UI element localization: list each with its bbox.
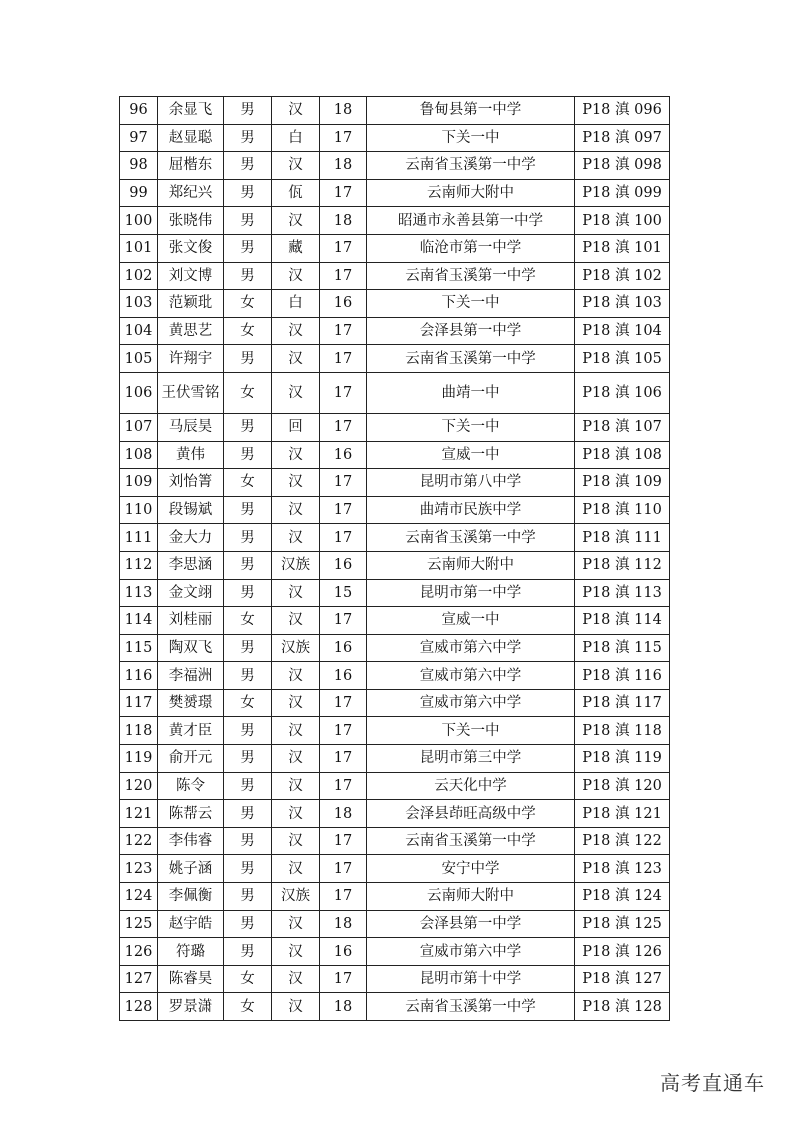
cell-number: 111 (120, 524, 158, 552)
cell-age: 17 (320, 496, 367, 524)
cell-ethnicity: 汉 (272, 745, 320, 773)
table-row (120, 938, 670, 966)
cell-school: 云天化中学 (367, 772, 575, 800)
cell-age: 17 (320, 345, 367, 373)
cell-age: 18 (320, 152, 367, 180)
table-row (120, 800, 670, 828)
table-row (120, 152, 670, 180)
cell-gender: 女 (224, 965, 272, 993)
cell-ethnicity: 汉 (272, 800, 320, 828)
cell-gender: 女 (224, 689, 272, 717)
cell-age: 17 (320, 524, 367, 552)
cell-number: 114 (120, 607, 158, 635)
cell-gender: 男 (224, 662, 272, 690)
cell-number: 116 (120, 662, 158, 690)
cell-school: 昆明市第一中学 (367, 579, 575, 607)
cell-id: P18 滇 110 (575, 496, 670, 524)
cell-name: 刘怡箐 (158, 469, 224, 497)
cell-name: 段锡斌 (158, 496, 224, 524)
table-row (120, 717, 670, 745)
cell-number: 99 (120, 179, 158, 207)
cell-school: 云南省玉溪第一中学 (367, 993, 575, 1021)
cell-age: 16 (320, 290, 367, 318)
cell-name: 许翔宇 (158, 345, 224, 373)
table-row (120, 634, 670, 662)
cell-id: P18 滇 119 (575, 745, 670, 773)
cell-name: 郑纪兴 (158, 179, 224, 207)
table-row (120, 579, 670, 607)
cell-age: 18 (320, 993, 367, 1021)
cell-age: 17 (320, 317, 367, 345)
cell-age: 17 (320, 965, 367, 993)
cell-ethnicity: 白 (272, 290, 320, 318)
cell-name: 王伏雪铭 (158, 372, 224, 413)
cell-id: P18 滇 118 (575, 717, 670, 745)
cell-number: 98 (120, 152, 158, 180)
cell-gender: 男 (224, 413, 272, 441)
cell-age: 17 (320, 413, 367, 441)
cell-number: 127 (120, 965, 158, 993)
cell-age: 16 (320, 551, 367, 579)
cell-ethnicity: 汉 (272, 938, 320, 966)
table-row (120, 413, 670, 441)
cell-number: 109 (120, 469, 158, 497)
cell-name: 马辰昊 (158, 413, 224, 441)
cell-id: P18 滇 108 (575, 441, 670, 469)
cell-school: 云南师大附中 (367, 179, 575, 207)
cell-id: P18 滇 114 (575, 607, 670, 635)
cell-number: 117 (120, 689, 158, 717)
cell-gender: 男 (224, 345, 272, 373)
cell-name: 李伟睿 (158, 827, 224, 855)
cell-school: 宣威市第六中学 (367, 938, 575, 966)
cell-name: 陈帮云 (158, 800, 224, 828)
cell-age: 17 (320, 262, 367, 290)
cell-id: P18 滇 100 (575, 207, 670, 235)
cell-age: 17 (320, 124, 367, 152)
cell-school: 云南省玉溪第一中学 (367, 152, 575, 180)
cell-age: 15 (320, 579, 367, 607)
cell-ethnicity: 汉 (272, 317, 320, 345)
cell-gender: 男 (224, 207, 272, 235)
cell-id: P18 滇 107 (575, 413, 670, 441)
cell-name: 黄伟 (158, 441, 224, 469)
cell-id: P18 滇 101 (575, 234, 670, 262)
cell-ethnicity: 汉 (272, 152, 320, 180)
cell-age: 17 (320, 717, 367, 745)
cell-name: 陈睿昊 (158, 965, 224, 993)
cell-number: 103 (120, 290, 158, 318)
cell-school: 下关一中 (367, 413, 575, 441)
cell-age: 17 (320, 372, 367, 413)
cell-school: 云南省玉溪第一中学 (367, 827, 575, 855)
cell-number: 106 (120, 372, 158, 413)
cell-name: 金文翊 (158, 579, 224, 607)
table-row (120, 910, 670, 938)
cell-number: 115 (120, 634, 158, 662)
cell-age: 17 (320, 883, 367, 911)
table-row (120, 689, 670, 717)
cell-gender: 男 (224, 910, 272, 938)
cell-age: 16 (320, 634, 367, 662)
cell-id: P18 滇 127 (575, 965, 670, 993)
table-row (120, 662, 670, 690)
cell-gender: 男 (224, 551, 272, 579)
table-row (120, 441, 670, 469)
cell-ethnicity: 佤 (272, 179, 320, 207)
cell-ethnicity: 汉 (272, 717, 320, 745)
cell-number: 112 (120, 551, 158, 579)
cell-name: 符璐 (158, 938, 224, 966)
cell-name: 赵显聪 (158, 124, 224, 152)
cell-age: 17 (320, 234, 367, 262)
cell-gender: 男 (224, 579, 272, 607)
cell-ethnicity: 汉 (272, 827, 320, 855)
cell-id: P18 滇 120 (575, 772, 670, 800)
cell-name: 李佩衡 (158, 883, 224, 911)
cell-age: 16 (320, 938, 367, 966)
cell-ethnicity: 汉 (272, 579, 320, 607)
cell-gender: 女 (224, 290, 272, 318)
cell-number: 120 (120, 772, 158, 800)
cell-name: 罗景潇 (158, 993, 224, 1021)
cell-name: 刘桂丽 (158, 607, 224, 635)
cell-id: P18 滇 122 (575, 827, 670, 855)
cell-id: P18 滇 103 (575, 290, 670, 318)
cell-ethnicity: 汉 (272, 993, 320, 1021)
cell-name: 李福洲 (158, 662, 224, 690)
cell-name: 李思涵 (158, 551, 224, 579)
cell-gender: 男 (224, 772, 272, 800)
cell-ethnicity: 汉 (272, 855, 320, 883)
cell-gender: 男 (224, 883, 272, 911)
cell-gender: 男 (224, 938, 272, 966)
cell-school: 曲靖一中 (367, 372, 575, 413)
cell-id: P18 滇 102 (575, 262, 670, 290)
cell-gender: 男 (224, 97, 272, 125)
table-row (120, 745, 670, 773)
student-roster-table (119, 96, 670, 1021)
table-row (120, 524, 670, 552)
cell-id: P18 滇 124 (575, 883, 670, 911)
cell-school: 昆明市第十中学 (367, 965, 575, 993)
cell-id: P18 滇 099 (575, 179, 670, 207)
cell-ethnicity: 汉 (272, 345, 320, 373)
cell-id: P18 滇 117 (575, 689, 670, 717)
table-row (120, 855, 670, 883)
cell-school: 宣威一中 (367, 607, 575, 635)
cell-ethnicity: 汉 (272, 689, 320, 717)
cell-id: P18 滇 126 (575, 938, 670, 966)
cell-number: 125 (120, 910, 158, 938)
cell-number: 121 (120, 800, 158, 828)
cell-school: 云南师大附中 (367, 551, 575, 579)
table-row (120, 345, 670, 373)
cell-school: 宣威市第六中学 (367, 662, 575, 690)
watermark-text: 高考直通车 (660, 1071, 765, 1095)
cell-school: 云南省玉溪第一中学 (367, 524, 575, 552)
cell-ethnicity: 汉 (272, 607, 320, 635)
cell-name: 樊赟璟 (158, 689, 224, 717)
table-row (120, 551, 670, 579)
cell-ethnicity: 汉 (272, 772, 320, 800)
cell-age: 16 (320, 662, 367, 690)
cell-id: P18 滇 111 (575, 524, 670, 552)
cell-name: 陶双飞 (158, 634, 224, 662)
cell-school: 宣威市第六中学 (367, 634, 575, 662)
cell-gender: 男 (224, 234, 272, 262)
cell-ethnicity: 汉 (272, 524, 320, 552)
table-row (120, 469, 670, 497)
cell-number: 126 (120, 938, 158, 966)
cell-id: P18 滇 098 (575, 152, 670, 180)
cell-age: 17 (320, 745, 367, 773)
cell-ethnicity: 藏 (272, 234, 320, 262)
cell-gender: 男 (224, 124, 272, 152)
cell-school: 下关一中 (367, 124, 575, 152)
cell-number: 108 (120, 441, 158, 469)
cell-id: P18 滇 106 (575, 372, 670, 413)
cell-number: 128 (120, 993, 158, 1021)
cell-school: 鲁甸县第一中学 (367, 97, 575, 125)
cell-gender: 女 (224, 607, 272, 635)
cell-name: 俞开元 (158, 745, 224, 773)
cell-name: 金大力 (158, 524, 224, 552)
cell-number: 124 (120, 883, 158, 911)
cell-ethnicity: 汉族 (272, 634, 320, 662)
cell-ethnicity: 汉 (272, 910, 320, 938)
cell-number: 101 (120, 234, 158, 262)
cell-school: 会泽县第一中学 (367, 317, 575, 345)
cell-ethnicity: 汉 (272, 97, 320, 125)
cell-school: 昆明市第三中学 (367, 745, 575, 773)
cell-gender: 男 (224, 262, 272, 290)
cell-age: 18 (320, 97, 367, 125)
cell-id: P18 滇 115 (575, 634, 670, 662)
cell-name: 余显飞 (158, 97, 224, 125)
cell-gender: 男 (224, 634, 272, 662)
cell-name: 范颖玭 (158, 290, 224, 318)
cell-age: 18 (320, 800, 367, 828)
cell-school: 昭通市永善县第一中学 (367, 207, 575, 235)
cell-gender: 男 (224, 717, 272, 745)
cell-name: 赵宇皓 (158, 910, 224, 938)
cell-gender: 男 (224, 524, 272, 552)
cell-school: 云南省玉溪第一中学 (367, 262, 575, 290)
table-row (120, 97, 670, 125)
cell-number: 97 (120, 124, 158, 152)
cell-gender: 男 (224, 496, 272, 524)
cell-age: 17 (320, 179, 367, 207)
cell-gender: 男 (224, 152, 272, 180)
cell-school: 安宁中学 (367, 855, 575, 883)
cell-ethnicity: 汉 (272, 469, 320, 497)
table-row (120, 372, 670, 413)
cell-id: P18 滇 096 (575, 97, 670, 125)
cell-ethnicity: 汉 (272, 207, 320, 235)
cell-number: 107 (120, 413, 158, 441)
cell-gender: 男 (224, 827, 272, 855)
table-row (120, 496, 670, 524)
cell-ethnicity: 汉 (272, 372, 320, 413)
cell-name: 张文俊 (158, 234, 224, 262)
cell-ethnicity: 白 (272, 124, 320, 152)
roster-body (120, 97, 670, 1021)
cell-id: P18 滇 116 (575, 662, 670, 690)
cell-school: 云南师大附中 (367, 883, 575, 911)
cell-name: 屈楷东 (158, 152, 224, 180)
cell-gender: 女 (224, 317, 272, 345)
cell-ethnicity: 汉族 (272, 551, 320, 579)
cell-school: 下关一中 (367, 290, 575, 318)
cell-school: 昆明市第八中学 (367, 469, 575, 497)
table-row (120, 317, 670, 345)
cell-age: 18 (320, 910, 367, 938)
table-row (120, 234, 670, 262)
cell-school: 宣威市第六中学 (367, 689, 575, 717)
cell-school: 云南省玉溪第一中学 (367, 345, 575, 373)
cell-gender: 男 (224, 855, 272, 883)
cell-school: 会泽县第一中学 (367, 910, 575, 938)
cell-number: 100 (120, 207, 158, 235)
cell-name: 姚子涵 (158, 855, 224, 883)
cell-number: 123 (120, 855, 158, 883)
cell-number: 104 (120, 317, 158, 345)
cell-ethnicity: 汉族 (272, 883, 320, 911)
cell-age: 17 (320, 469, 367, 497)
cell-gender: 女 (224, 372, 272, 413)
cell-ethnicity: 汉 (272, 496, 320, 524)
cell-number: 122 (120, 827, 158, 855)
cell-gender: 男 (224, 800, 272, 828)
cell-number: 119 (120, 745, 158, 773)
cell-number: 105 (120, 345, 158, 373)
cell-id: P18 滇 109 (575, 469, 670, 497)
table-row (120, 179, 670, 207)
cell-age: 17 (320, 827, 367, 855)
table-row (120, 883, 670, 911)
cell-id: P18 滇 112 (575, 551, 670, 579)
cell-id: P18 滇 123 (575, 855, 670, 883)
cell-number: 118 (120, 717, 158, 745)
cell-school: 下关一中 (367, 717, 575, 745)
table-row (120, 965, 670, 993)
cell-id: P18 滇 105 (575, 345, 670, 373)
cell-id: P18 滇 128 (575, 993, 670, 1021)
table-row (120, 607, 670, 635)
cell-name: 黄才臣 (158, 717, 224, 745)
cell-age: 17 (320, 689, 367, 717)
cell-age: 17 (320, 855, 367, 883)
cell-id: P18 滇 113 (575, 579, 670, 607)
table-row (120, 262, 670, 290)
cell-name: 陈令 (158, 772, 224, 800)
cell-name: 刘文博 (158, 262, 224, 290)
cell-gender: 女 (224, 469, 272, 497)
cell-school: 会泽县茚旺高级中学 (367, 800, 575, 828)
cell-id: P18 滇 121 (575, 800, 670, 828)
cell-ethnicity: 汉 (272, 441, 320, 469)
cell-ethnicity: 回 (272, 413, 320, 441)
cell-ethnicity: 汉 (272, 262, 320, 290)
cell-name: 张晓伟 (158, 207, 224, 235)
cell-gender: 女 (224, 993, 272, 1021)
cell-number: 110 (120, 496, 158, 524)
table-row (120, 827, 670, 855)
cell-school: 宣威一中 (367, 441, 575, 469)
cell-age: 17 (320, 607, 367, 635)
cell-school: 临沧市第一中学 (367, 234, 575, 262)
table-row (120, 290, 670, 318)
cell-gender: 男 (224, 179, 272, 207)
cell-age: 16 (320, 441, 367, 469)
cell-number: 113 (120, 579, 158, 607)
cell-number: 102 (120, 262, 158, 290)
cell-id: P18 滇 125 (575, 910, 670, 938)
cell-age: 17 (320, 772, 367, 800)
cell-id: P18 滇 104 (575, 317, 670, 345)
table-row (120, 124, 670, 152)
cell-ethnicity: 汉 (272, 662, 320, 690)
cell-gender: 男 (224, 441, 272, 469)
cell-id: P18 滇 097 (575, 124, 670, 152)
cell-name: 黄思艺 (158, 317, 224, 345)
table-row (120, 993, 670, 1021)
cell-number: 96 (120, 97, 158, 125)
table-row (120, 772, 670, 800)
cell-school: 曲靖市民族中学 (367, 496, 575, 524)
table-row (120, 207, 670, 235)
cell-age: 18 (320, 207, 367, 235)
cell-ethnicity: 汉 (272, 965, 320, 993)
cell-gender: 男 (224, 745, 272, 773)
